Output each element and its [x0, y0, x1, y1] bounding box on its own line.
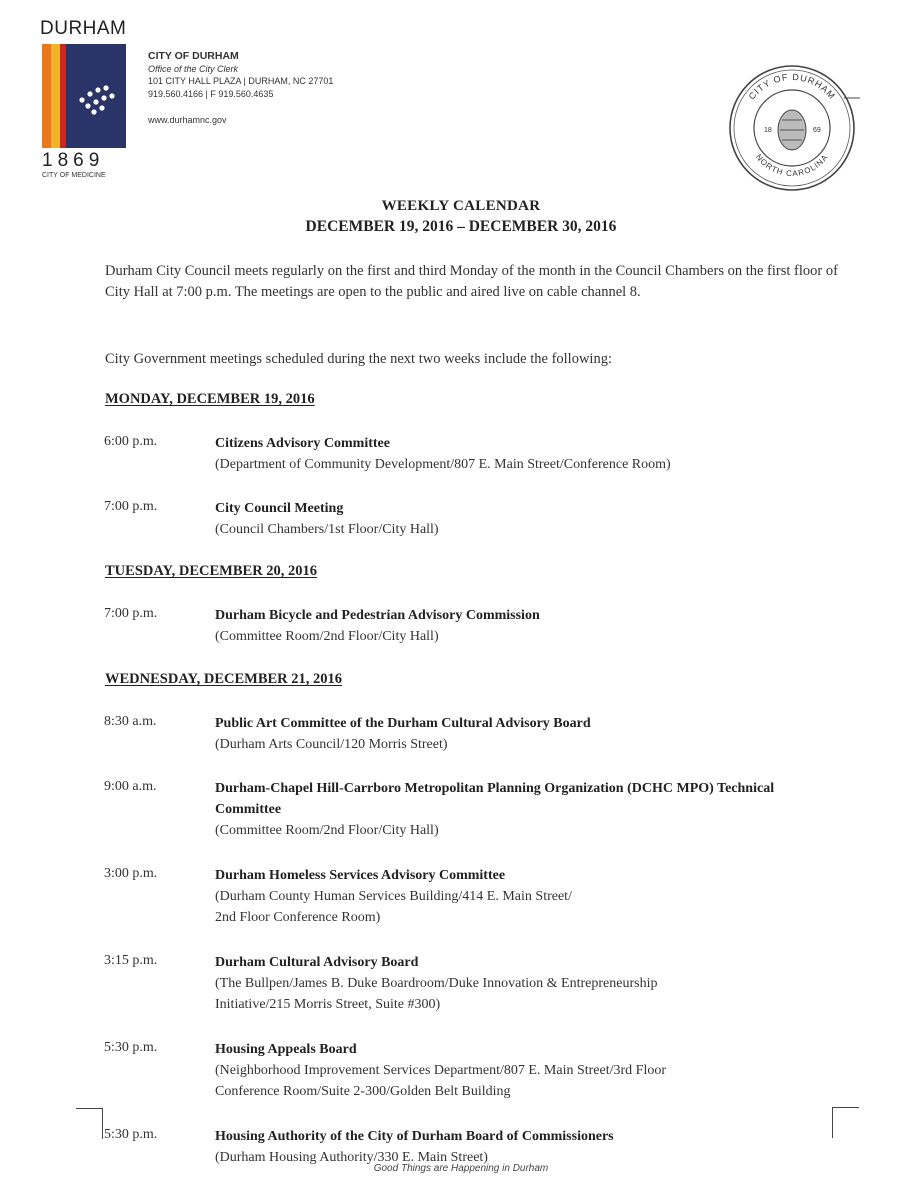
organization-name: CITY OF DURHAM	[148, 50, 239, 62]
logo-stripe-red	[60, 44, 66, 148]
office-address-block	[148, 50, 333, 127]
intro-paragraph: Durham City Council meets regularly on the first and third Monday of the month in the Council Chambers on the first floor of City Hall at 7:00 p.m. The meetings are open to the public and aired live on cable channel 8.	[105, 263, 838, 300]
event-homeless-services-committee	[215, 865, 835, 928]
event-time: 7:00 p.m.	[104, 606, 158, 621]
event-bicycle-pedestrian-commission	[215, 605, 835, 647]
event-location: (Durham Housing Authority/330 E. Main Street)	[215, 1150, 488, 1165]
event-time: 9:00 a.m.	[104, 779, 157, 794]
event-title: Housing Appeals Board	[215, 1042, 357, 1057]
event-time: 6:00 p.m.	[104, 434, 158, 449]
event-location: (The Bullpen/James B. Duke Boardroom/Duke Innovation & Entrepreneurship	[215, 976, 658, 991]
logo-stripe-orange	[42, 44, 51, 148]
event-time: 7:00 p.m.	[104, 499, 158, 514]
day-heading-wednesday: WEDNESDAY, DECEMBER 21, 2016	[105, 671, 343, 687]
day-heading-monday: MONDAY, DECEMBER 19, 2016	[105, 391, 315, 407]
durham-logo-icon	[42, 44, 126, 148]
crop-mark-right	[832, 1107, 859, 1138]
event-title: Citizens Advisory Committee	[215, 436, 390, 451]
event-title: City Council Meeting	[215, 501, 344, 516]
svg-text:NORTH CAROLINA	[754, 152, 830, 178]
logo-year: 1869	[42, 150, 105, 171]
event-title: Durham Bicycle and Pedestrian Advisory Commission	[215, 608, 540, 623]
event-title: Durham-Chapel Hill-Carrboro Metropolitan Planning Organization (DCHC MPO) Technical Committee	[215, 781, 775, 817]
calendar-title: WEEKLY CALENDAR	[381, 198, 541, 214]
event-title: Durham Homeless Services Advisory Committee	[215, 868, 506, 883]
seal-top-text: CITY OF DURHAM	[746, 71, 838, 102]
logo-wordmark: DURHAM	[40, 18, 127, 39]
event-dchc-mpo-technical-committee	[215, 778, 775, 841]
seal-year-left: 18	[764, 127, 772, 134]
event-time: 8:30 a.m.	[104, 714, 157, 729]
logo-stripe-yellow	[51, 44, 60, 148]
event-housing-authority-board	[215, 1126, 835, 1168]
seal-year-right: 69	[813, 127, 821, 134]
event-location: (Committee Room/2nd Floor/City Hall)	[215, 823, 439, 838]
event-city-council-meeting	[215, 498, 835, 540]
event-location: 2nd Floor Conference Room)	[215, 910, 381, 925]
intro-lead-in: City Government meetings scheduled during the next two weeks include the following:	[105, 351, 612, 367]
svg-text:CITY OF DURHAM	[747, 72, 838, 102]
event-location: (Council Chambers/1st Floor/City Hall)	[215, 522, 439, 537]
crop-mark-left	[76, 1108, 103, 1139]
website-link[interactable]: www.durhamnc.gov	[148, 115, 227, 125]
event-location: (Neighborhood Improvement Services Department/807 E. Main Street/3rd Floor	[215, 1063, 667, 1078]
office-phone: 919.560.4166 | F 919.560.4635	[148, 88, 274, 99]
event-cultural-advisory-board	[215, 952, 835, 1015]
office-name: Office of the City Clerk	[148, 63, 239, 74]
office-address: 101 CITY HALL PLAZA | DURHAM, NC 27701	[148, 76, 334, 86]
logo-navy-field	[66, 44, 126, 148]
calendar-date-range: DECEMBER 19, 2016 – DECEMBER 30, 2016	[305, 218, 617, 235]
event-citizens-advisory-committee	[215, 433, 835, 475]
event-location: (Department of Community Development/807 E. Main Street/Conference Room)	[215, 457, 671, 472]
event-title: Public Art Committee of the Durham Cultural Advisory Board	[215, 716, 591, 731]
event-time: 3:15 p.m.	[104, 953, 158, 968]
event-location: (Durham County Human Services Building/414 E. Main Street/	[215, 889, 572, 904]
city-seal-icon	[722, 58, 862, 198]
logo-tagline: CITY OF MEDICINE	[42, 172, 106, 179]
event-title: Housing Authority of the City of Durham Board of Commissioners	[215, 1129, 614, 1144]
event-public-art-committee	[215, 713, 835, 755]
footer-slogan: Good Things are Happening in Durham	[373, 1163, 549, 1174]
seal-bottom-text: NORTH CAROLINA	[753, 152, 831, 179]
event-housing-appeals-board	[215, 1039, 835, 1102]
event-time: 3:00 p.m.	[104, 866, 158, 881]
event-location: (Committee Room/2nd Floor/City Hall)	[215, 629, 439, 644]
event-time: 5:30 p.m.	[104, 1127, 158, 1142]
event-location: Conference Room/Suite 2-300/Golden Belt Building	[215, 1084, 511, 1099]
event-time: 5:30 p.m.	[104, 1040, 158, 1055]
event-location: (Durham Arts Council/120 Morris Street)	[215, 737, 448, 752]
event-title: Durham Cultural Advisory Board	[215, 955, 419, 970]
event-location: Initiative/215 Morris Street, Suite #300)	[215, 997, 441, 1012]
day-heading-tuesday: TUESDAY, DECEMBER 20, 2016	[105, 563, 318, 579]
